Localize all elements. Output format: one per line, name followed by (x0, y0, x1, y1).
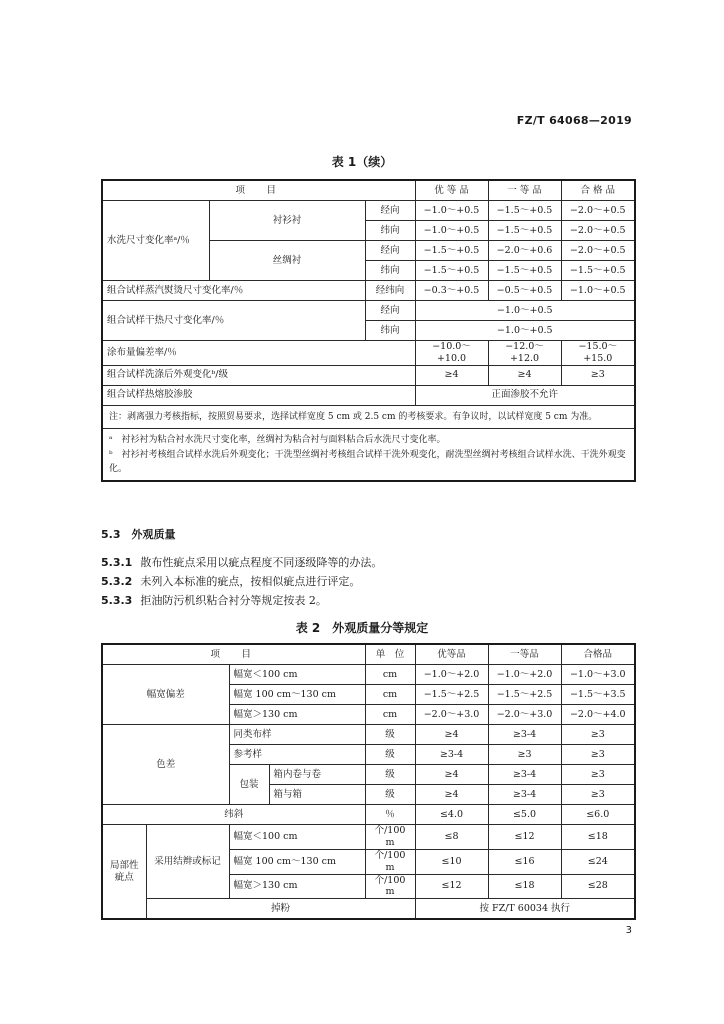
value-cell: −12.0～+12.0 (488, 341, 561, 366)
table2 (101, 643, 636, 920)
table-row (102, 341, 635, 366)
sub-item-cell: 幅宽＞130 cm (229, 705, 365, 725)
table1-footnote-row (102, 429, 635, 482)
value-cell: −15.0～+15.0 (561, 341, 635, 366)
value-cell: ≥3 (488, 745, 561, 765)
unit-cell: 级 (365, 745, 415, 765)
table-row (102, 301, 635, 321)
table-row (102, 899, 635, 920)
sub-item-cell: 幅宽＜100 cm (229, 825, 365, 850)
value-cell: ≤18 (561, 825, 635, 850)
unit-cell: 级 (365, 785, 415, 805)
value-cell: −2.0～+3.0 (415, 705, 488, 725)
table2-header-item: 项 目 (102, 644, 365, 665)
standard-code: FZ/T 64068—2019 (516, 114, 632, 127)
table-row (102, 281, 635, 301)
steam-shrink-label: 组合试样蒸汽熨烫尺寸变化率/％ (102, 281, 365, 301)
marking-method-label: 采用结辫或标记 (146, 825, 229, 899)
value-cell: −2.0～+0.5 (561, 241, 635, 261)
value-cell: ≤12 (488, 825, 561, 850)
value-cell: −1.5～+0.5 (488, 221, 561, 241)
table-row (102, 805, 635, 825)
value-cell: ≥3-4 (488, 725, 561, 745)
sub-item-cell: 箱内卷与卷 (269, 765, 365, 785)
table2-header-grade2: 一等品 (488, 644, 561, 665)
unit-cell: cm (365, 665, 415, 685)
table1-footnotes (102, 429, 635, 482)
value-cell: ≥4 (415, 765, 488, 785)
value-cell: −10.0～+10.0 (415, 341, 488, 366)
value-cell: 按 FZ/T 60034 执行 (415, 899, 635, 920)
direction-cell: 经向 (365, 241, 415, 261)
sub-item-cell: 幅宽＞130 cm (229, 874, 365, 899)
value-cell: ≥4 (415, 785, 488, 805)
table-row (102, 365, 635, 385)
color-diff-label: 色差 (102, 725, 229, 805)
shirt-lining-label: 衬衫衬 (209, 201, 365, 241)
clause-5-3-2: 5.3.2 未列入本标准的疵点，按相似疵点进行评定。 (101, 575, 361, 588)
footnote-b: ᵇ 衬衫衬考核组合试样水洗后外观变化；干洗型丝绸衬考核组合试样干洗外观变化，耐洗型丝绸衬考核组合试样水洗、干洗外观变化。 (109, 449, 626, 474)
unit-cell: ％ (365, 805, 415, 825)
direction-cell: 纬向 (365, 221, 415, 241)
value-cell: ≥3 (561, 725, 635, 745)
value-cell: −1.5～+0.5 (415, 241, 488, 261)
table2-header-grade1: 优等品 (415, 644, 488, 665)
table1-header-item: 项 目 (102, 180, 415, 201)
value-cell: −1.0～+0.5 (561, 281, 635, 301)
unit-cell: 个/100 m (365, 849, 415, 874)
value-cell: ≤28 (561, 874, 635, 899)
direction-cell: 纬向 (365, 261, 415, 281)
value-cell: ≥3-4 (488, 785, 561, 805)
wash-shrink-label: 水洗尺寸变化率ᵃ/％ (102, 201, 209, 281)
coating-label: 涂布量偏差率/％ (102, 341, 415, 366)
table1 (101, 179, 636, 482)
direction-cell: 经纬向 (365, 281, 415, 301)
table1-note: 注：剥离强力考核指标，按照贸易要求，选择试样宽度 5 cm 或 2.5 cm 的考核要求。有争议时，以试样宽度 5 cm 为准。 (102, 405, 635, 428)
table-row (102, 201, 635, 221)
value-cell: ≥3 (561, 765, 635, 785)
table-row (102, 825, 635, 850)
value-cell: ≤10 (415, 849, 488, 874)
value-cell: ≤16 (488, 849, 561, 874)
sub-item-cell: 幅宽 100 cm～130 cm (229, 849, 365, 874)
value-cell: ≤8 (415, 825, 488, 850)
silk-lining-label: 丝绸衬 (209, 241, 365, 281)
value-cell: −2.0～+0.6 (488, 241, 561, 261)
table2-title: 表 2 外观质量分等规定 (295, 621, 429, 635)
value-cell: ≥4 (488, 365, 561, 385)
value-cell: −1.0～+0.5 (415, 321, 635, 341)
table1-header-row (102, 180, 635, 201)
unit-cell: 级 (365, 725, 415, 745)
value-cell: ≥3 (561, 785, 635, 805)
direction-cell: 经向 (365, 301, 415, 321)
footnote-a: ᵃ 衬衫衬为粘合衬水洗尺寸变化率，丝绸衬为粘合衬与面料粘合后水洗尺寸变化率。 (109, 435, 446, 446)
table-row (102, 385, 635, 405)
value-cell: −1.5～+3.5 (561, 685, 635, 705)
table-row (102, 725, 635, 745)
value-cell: ≤18 (488, 874, 561, 899)
value-cell: ≤5.0 (488, 805, 561, 825)
value-cell: −1.0～+2.0 (415, 665, 488, 685)
table2-header-unit: 单 位 (365, 644, 415, 665)
direction-cell: 纬向 (365, 321, 415, 341)
table2-header-grade3: 合格品 (561, 644, 635, 665)
value-cell: −0.3～+0.5 (415, 281, 488, 301)
value-cell: ≥4 (415, 725, 488, 745)
value-cell: −1.0～+0.5 (415, 221, 488, 241)
value-cell: −2.0～+0.5 (561, 221, 635, 241)
value-cell: −1.0～+0.5 (415, 301, 635, 321)
sub-item-cell: 幅宽 100 cm～130 cm (229, 685, 365, 705)
sub-item-cell: 同类布样 (229, 725, 365, 745)
value-cell: ≤12 (415, 874, 488, 899)
value-cell: ≤4.0 (415, 805, 488, 825)
value-cell: ≥3 (561, 745, 635, 765)
section-heading: 5.3 外观质量 (101, 528, 176, 541)
dry-heat-label: 组合试样干热尺寸变化率/％ (102, 301, 365, 341)
value-cell: ≥3 (561, 365, 635, 385)
value-cell: −2.0～+0.5 (561, 201, 635, 221)
appearance-label: 组合试样洗涤后外观变化ᵇ/级 (102, 365, 415, 385)
table-row (102, 665, 635, 685)
value-cell: −2.0～+3.0 (488, 705, 561, 725)
value-cell: −1.0～+2.0 (488, 665, 561, 685)
sub-item-cell: 幅宽＜100 cm (229, 665, 365, 685)
direction-cell: 经向 (365, 201, 415, 221)
value-cell: ≥3-4 (415, 745, 488, 765)
table1-header-grade2: 一 等 品 (488, 180, 561, 201)
table2-header-row (102, 644, 635, 665)
sub-item-cell: 参考样 (229, 745, 365, 765)
bleed-label: 组合试样热熔胶渗胶 (102, 385, 415, 405)
value-cell: −1.5～+0.5 (488, 261, 561, 281)
value-cell: −1.0～+0.5 (415, 201, 488, 221)
unit-cell: 个/100 m (365, 825, 415, 850)
table1-header-grade3: 合 格 品 (561, 180, 635, 201)
powder-label: 掉粉 (146, 899, 415, 920)
package-label: 包装 (229, 765, 269, 805)
table1-title: 表 1（续） (331, 155, 393, 169)
skew-label: 纬斜 (102, 805, 365, 825)
value-cell: −1.5～+2.5 (415, 685, 488, 705)
local-defect-label: 局部性疵点 (102, 825, 146, 920)
value-cell: ≥4 (415, 365, 488, 385)
value-cell: ≤6.0 (561, 805, 635, 825)
width-deviation-label: 幅宽偏差 (102, 665, 229, 725)
value-cell: −0.5～+0.5 (488, 281, 561, 301)
unit-cell: cm (365, 705, 415, 725)
sub-item-cell: 箱与箱 (269, 785, 365, 805)
unit-cell: 级 (365, 765, 415, 785)
page-number: 3 (625, 925, 632, 936)
table1-note-row (102, 405, 635, 428)
clause-5-3-3: 5.3.3 拒油防污机织粘合衬分等规定按表 2。 (101, 594, 327, 607)
value-cell: ≤24 (561, 849, 635, 874)
value-cell: −1.5～+0.5 (415, 261, 488, 281)
value-cell: 正面渗胶不允许 (415, 385, 635, 405)
clause-5-3-1: 5.3.1 散布性疵点采用以疵点程度不同逐级降等的办法。 (101, 556, 383, 569)
value-cell: −2.0～+4.0 (561, 705, 635, 725)
value-cell: −1.0～+3.0 (561, 665, 635, 685)
value-cell: −1.5～+0.5 (488, 201, 561, 221)
unit-cell: cm (365, 685, 415, 705)
value-cell: −1.5～+0.5 (561, 261, 635, 281)
value-cell: −1.5～+2.5 (488, 685, 561, 705)
unit-cell: 个/100 m (365, 874, 415, 899)
value-cell: ≥3-4 (488, 765, 561, 785)
table1-header-grade1: 优 等 品 (415, 180, 488, 201)
